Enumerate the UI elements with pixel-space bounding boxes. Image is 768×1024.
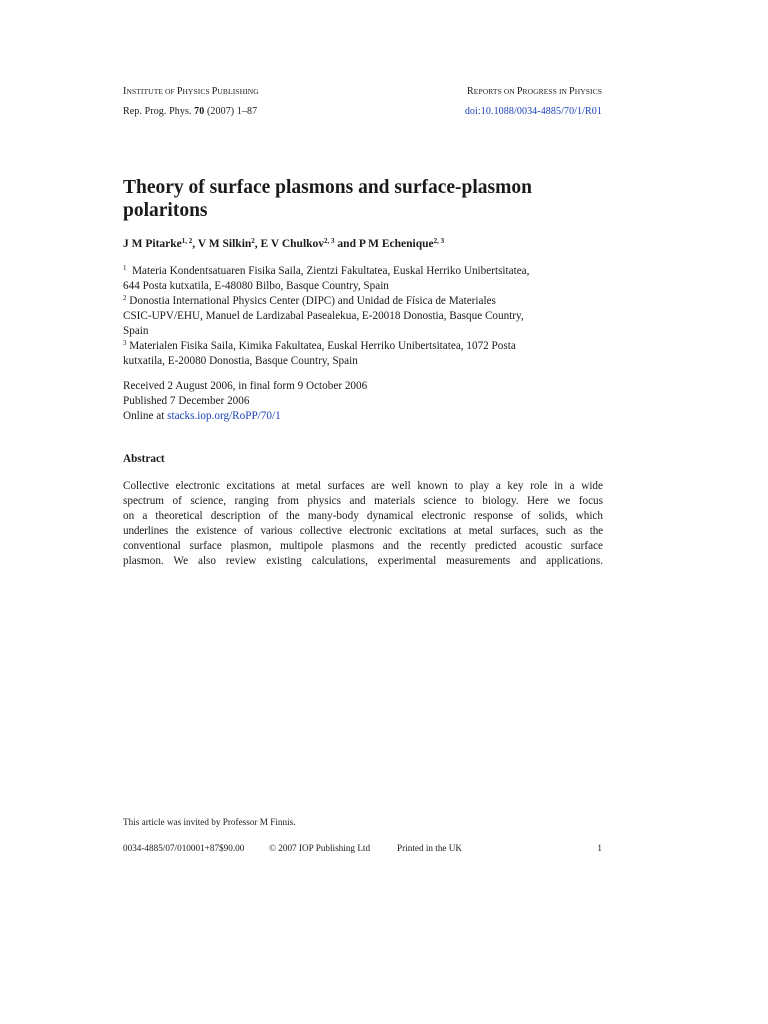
doi-link[interactable]: doi:10.1088/0034-4885/70/1/R01	[464, 106, 602, 117]
affiliation-2-mark: 2	[123, 294, 127, 302]
affiliation-2-line-1: $^2$ Donostia International Physics Center (DIPC) and Unidad de Física de Materiales	[123, 294, 496, 307]
journal-word-1: REPORTS ON	[467, 86, 517, 97]
abstract-line-2: spectrum of science, ranging from physics and materials science to biology. Here we focus	[123, 495, 603, 507]
author-3: E V Chulkov$^{2, 3}$ and	[260, 237, 359, 250]
citation-suffix: (2007) 1–87	[204, 106, 258, 117]
online-link[interactable]: stacks.iop.org/RoPP/70/1	[167, 410, 281, 422]
title-line-1: Theory of surface plasmons and surface-plasmon	[123, 177, 532, 198]
affiliation-1-mark: 1	[123, 264, 127, 272]
abstract-line-3: on a theoretical description of the many-body dynamical electronic response of solids, which	[123, 510, 603, 522]
journal-name	[467, 86, 602, 97]
affiliation-1-line-1: $^1$ Materia Kondentsatuaren Fisika Saila, Zientzi Fakultatea, Euskal Herriko Unibertsitatea,	[123, 264, 530, 277]
invited-note: This article was invited by Professor M Finnis.	[123, 817, 296, 827]
publisher-word-3: PUBLISHING	[211, 86, 259, 97]
citation-volume: 70	[194, 106, 205, 117]
page-number: 1	[597, 843, 602, 853]
citation	[123, 106, 257, 117]
affiliation-3-line-2: kutxatila, E-20080 Donostia, Basque Country, Spain	[123, 355, 358, 367]
abstract-line-1: Collective electronic excitations at metal surfaces are well known to play a key role in a wide	[123, 480, 603, 492]
footer-code: 0034-4885/07/010001+87$90.00	[123, 843, 245, 853]
abstract-line-6: plasmon. We also review existing calculations, experimental measurements and applications.	[123, 555, 603, 567]
author-4: P M Echenique$^{2, 3}$	[358, 237, 445, 250]
affiliation-2-line-2: CSIC-UPV/EHU, Manuel de Lardizabal Pasealekua, E-20018 Donostia, Basque Country,	[123, 310, 524, 322]
journal-word-2: PROGRESS IN	[516, 86, 570, 97]
affiliation-3-mark: 3	[123, 339, 127, 347]
author-2: V M Silkin$^2$,	[197, 237, 261, 250]
abstract-line-4: underlines the existence of various collective electronic excitations at metal surfaces, such as the	[123, 525, 603, 537]
citation-prefix: Rep. Prog. Phys.	[123, 106, 195, 117]
publication-dates	[123, 379, 367, 424]
abstract-heading: Abstract	[123, 453, 165, 465]
title-line-2: polaritons	[123, 200, 208, 221]
footer-printed: Printed in the UK	[397, 843, 463, 853]
author-1: J M Pitarke$^{1, 2}$,	[123, 237, 198, 250]
affiliation-1-line-2: 644 Posta kutxatila, E-48080 Bilbo, Basque Country, Spain	[123, 280, 389, 292]
received-date: Received 2 August 2006, in final form 9 October 2006	[123, 380, 368, 392]
publisher-word-1: INSTITUTE OF	[123, 86, 177, 97]
online-line: Online at stacks.iop.org/RoPP/70/1	[123, 410, 281, 422]
publisher-name	[123, 86, 259, 97]
abstract-line-5: conventional surface plasmon, multipole plasmons and the recently predicted acoustic surface	[123, 540, 603, 552]
journal-word-3: PHYSICS	[569, 86, 602, 97]
published-date: Published 7 December 2006	[123, 395, 250, 407]
footer-copyright: © 2007 IOP Publishing Ltd	[269, 843, 371, 853]
publisher-word-2: PHYSICS	[176, 86, 212, 97]
author-list	[123, 238, 444, 250]
affiliations	[123, 264, 613, 369]
affiliation-3-line-1: $^3$ Materialen Fisika Saila, Kimika Fakultatea, Euskal Herriko Unibertsitatea, 1072 Posta	[123, 339, 516, 352]
affiliation-2-line-3: Spain	[123, 325, 149, 337]
paper-title	[123, 176, 623, 222]
abstract-text	[123, 479, 603, 569]
